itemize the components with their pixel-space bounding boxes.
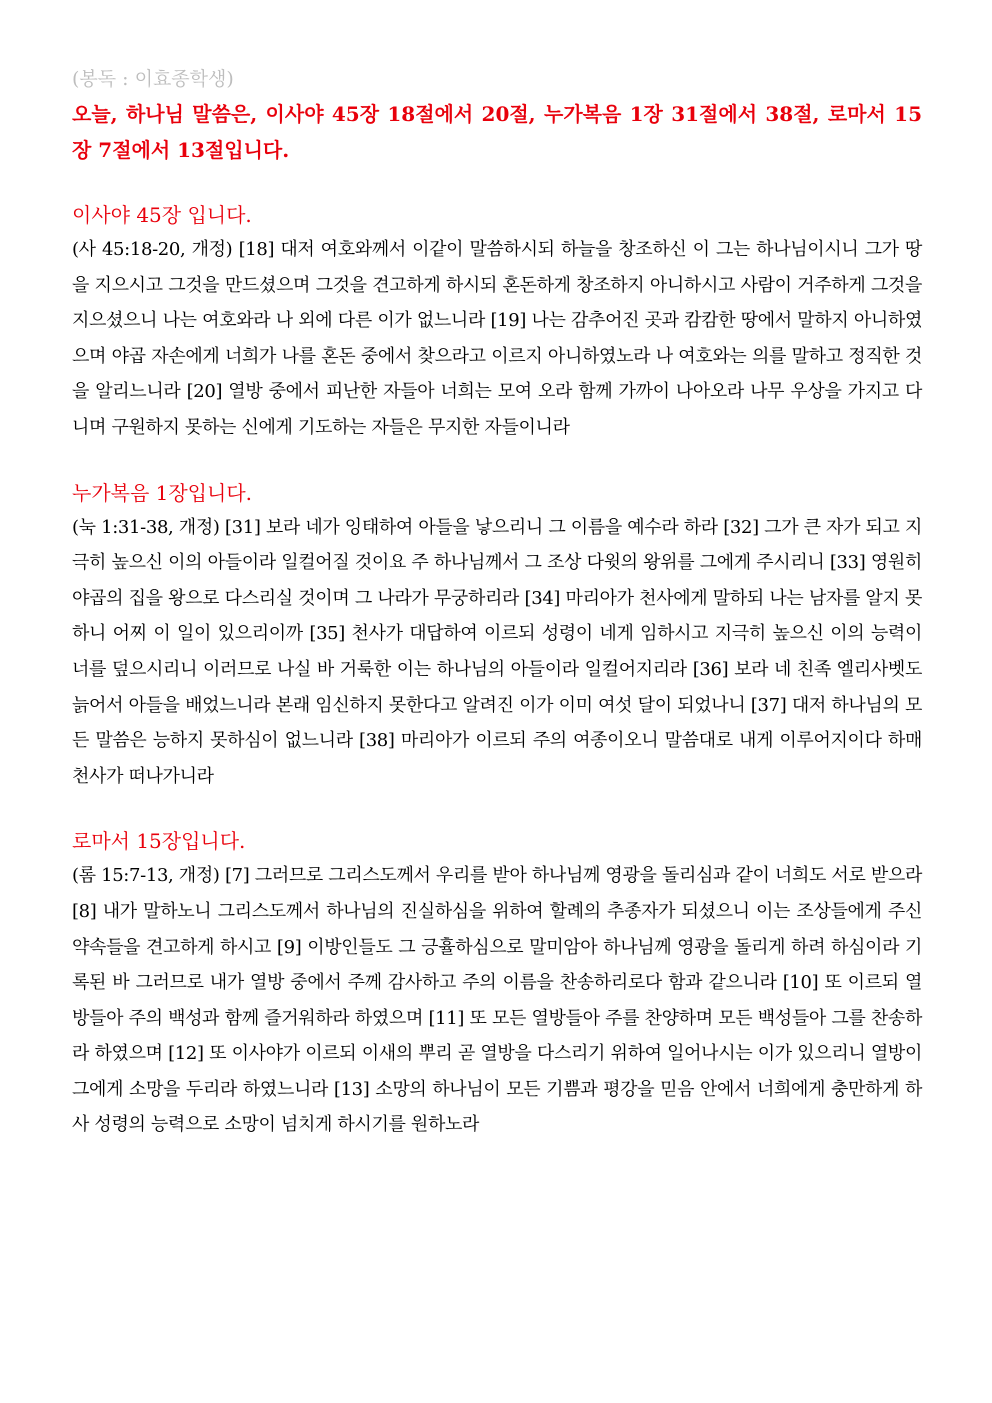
section-heading: 로마서 15장입니다. xyxy=(72,829,246,854)
section-romans xyxy=(72,824,922,1143)
section-luke xyxy=(72,476,922,795)
document-page xyxy=(72,64,922,1143)
section-heading: 이사야 45장 입니다. xyxy=(72,203,252,227)
scripture-passage: (사 45:18-20, 개정) [18] 대저 여호와께서 이같이 말씀하시되 하늘을 창조하신 이 그는 하나님이시니 그가 땅을 지으시고 그것을 만드셨으며 그것을 견고하게 하시되 혼돈하게 창조하지 아니하시고 사람이 거주하게 그것을 지으셨으니 나는 여호와라 나 외에 다른 이가 없느니라 [19] 나는 감추어진 곳과 캄캄한 땅에서 말하지 아니하였으며 야곱 자손에게 너희가 나를 혼돈 중에서 찾으라고 이르지 아니하였노라 나 여호와는 의를 말하고 정직한 것을 알리느니라 [20] 열방 중에서 피난한 자들아 너희는 모여 오라 함께 가까이 나아오라 나무 우상을 가지고 다니며 구원하지 못하는 신에게 기도하는 자들은 무지한 자들이니라 xyxy=(72,239,922,438)
reading-intro: 오늘, 하나님 말씀은, 이사야 45장 18절에서 20절, 누가복음 1장 31절에서 38절, 로마서 15장 7절에서 13절입니다. xyxy=(72,102,922,162)
section-isaiah xyxy=(72,198,922,446)
reader-credit: (봉독 : 이효종학생) xyxy=(72,68,234,90)
scripture-passage: (롬 15:7-13, 개정) [7] 그러므로 그리스도께서 우리를 받아 하나님께 영광을 돌리심과 같이 너희도 서로 받으라 [8] 내가 말하노니 그리스도께서 하나님의 진실하심을 위하여 할례의 추종자가 되셨으니 이는 조상들에게 주신 약속들을 견고하게 하시고 [9] 이방인들도 그 긍휼하심으로 말미암아 하나님께 영광을 돌리게 하려 하심이라 기록된 바 그러므로 내가 열방 중에서 주께 감사하고 주의 이름을 찬송하리로다 함과 같으니라 [10] 또 이르되 열방들아 주의 백성과 함께 즐거워하라 하였으며 [11] 또 모든 열방들아 주를 찬양하며 모든 백성들아 그를 찬송하라 하였으며 [12] 또 이사야가 이르되 이새의 뿌리 곧 열방을 다스리기 위하여 일어나시는 이가 있으리니 열방이 그에게 소망을 두리라 하였느니라 [13] 소망의 하나님이 모든 기쁨과 평강을 믿음 안에서 너희에게 충만하게 하사 성령의 능력으로 소망이 넘치게 하시기를 원하노라 xyxy=(72,865,922,1136)
scripture-passage: (눅 1:31-38, 개정) [31] 보라 네가 잉태하여 아들을 낳으리니 그 이름을 예수라 하라 [32] 그가 큰 자가 되고 지극히 높으신 이의 아들이라 일컬어질 것이요 주 하나님께서 그 조상 다윗의 왕위를 그에게 주시리니 [33] 영원히 야곱의 집을 왕으로 다스리실 것이며 그 나라가 무궁하리라 [34] 마리아가 천사에게 말하되 나는 남자를 알지 못하니 어찌 이 일이 있으리이까 [35] 천사가 대답하여 이르되 성령이 네게 임하시고 지극히 높으신 이의 능력이 너를 덮으시리니 이러므로 나실 바 거룩한 이는 하나님의 아들이라 일컬어지리라 [36] 보라 네 친족 엘리사벳도 늙어서 아들을 배었느니라 본래 임신하지 못한다고 알려진 이가 이미 여섯 달이 되었나니 [37] 대저 하나님의 모든 말씀은 능하지 못하심이 없느니라 [38] 마리아가 이르되 주의 여종이오니 말씀대로 내게 이루어지이다 하매 천사가 떠나가니라 xyxy=(72,516,922,787)
section-heading: 누가복음 1장입니다. xyxy=(72,480,252,505)
